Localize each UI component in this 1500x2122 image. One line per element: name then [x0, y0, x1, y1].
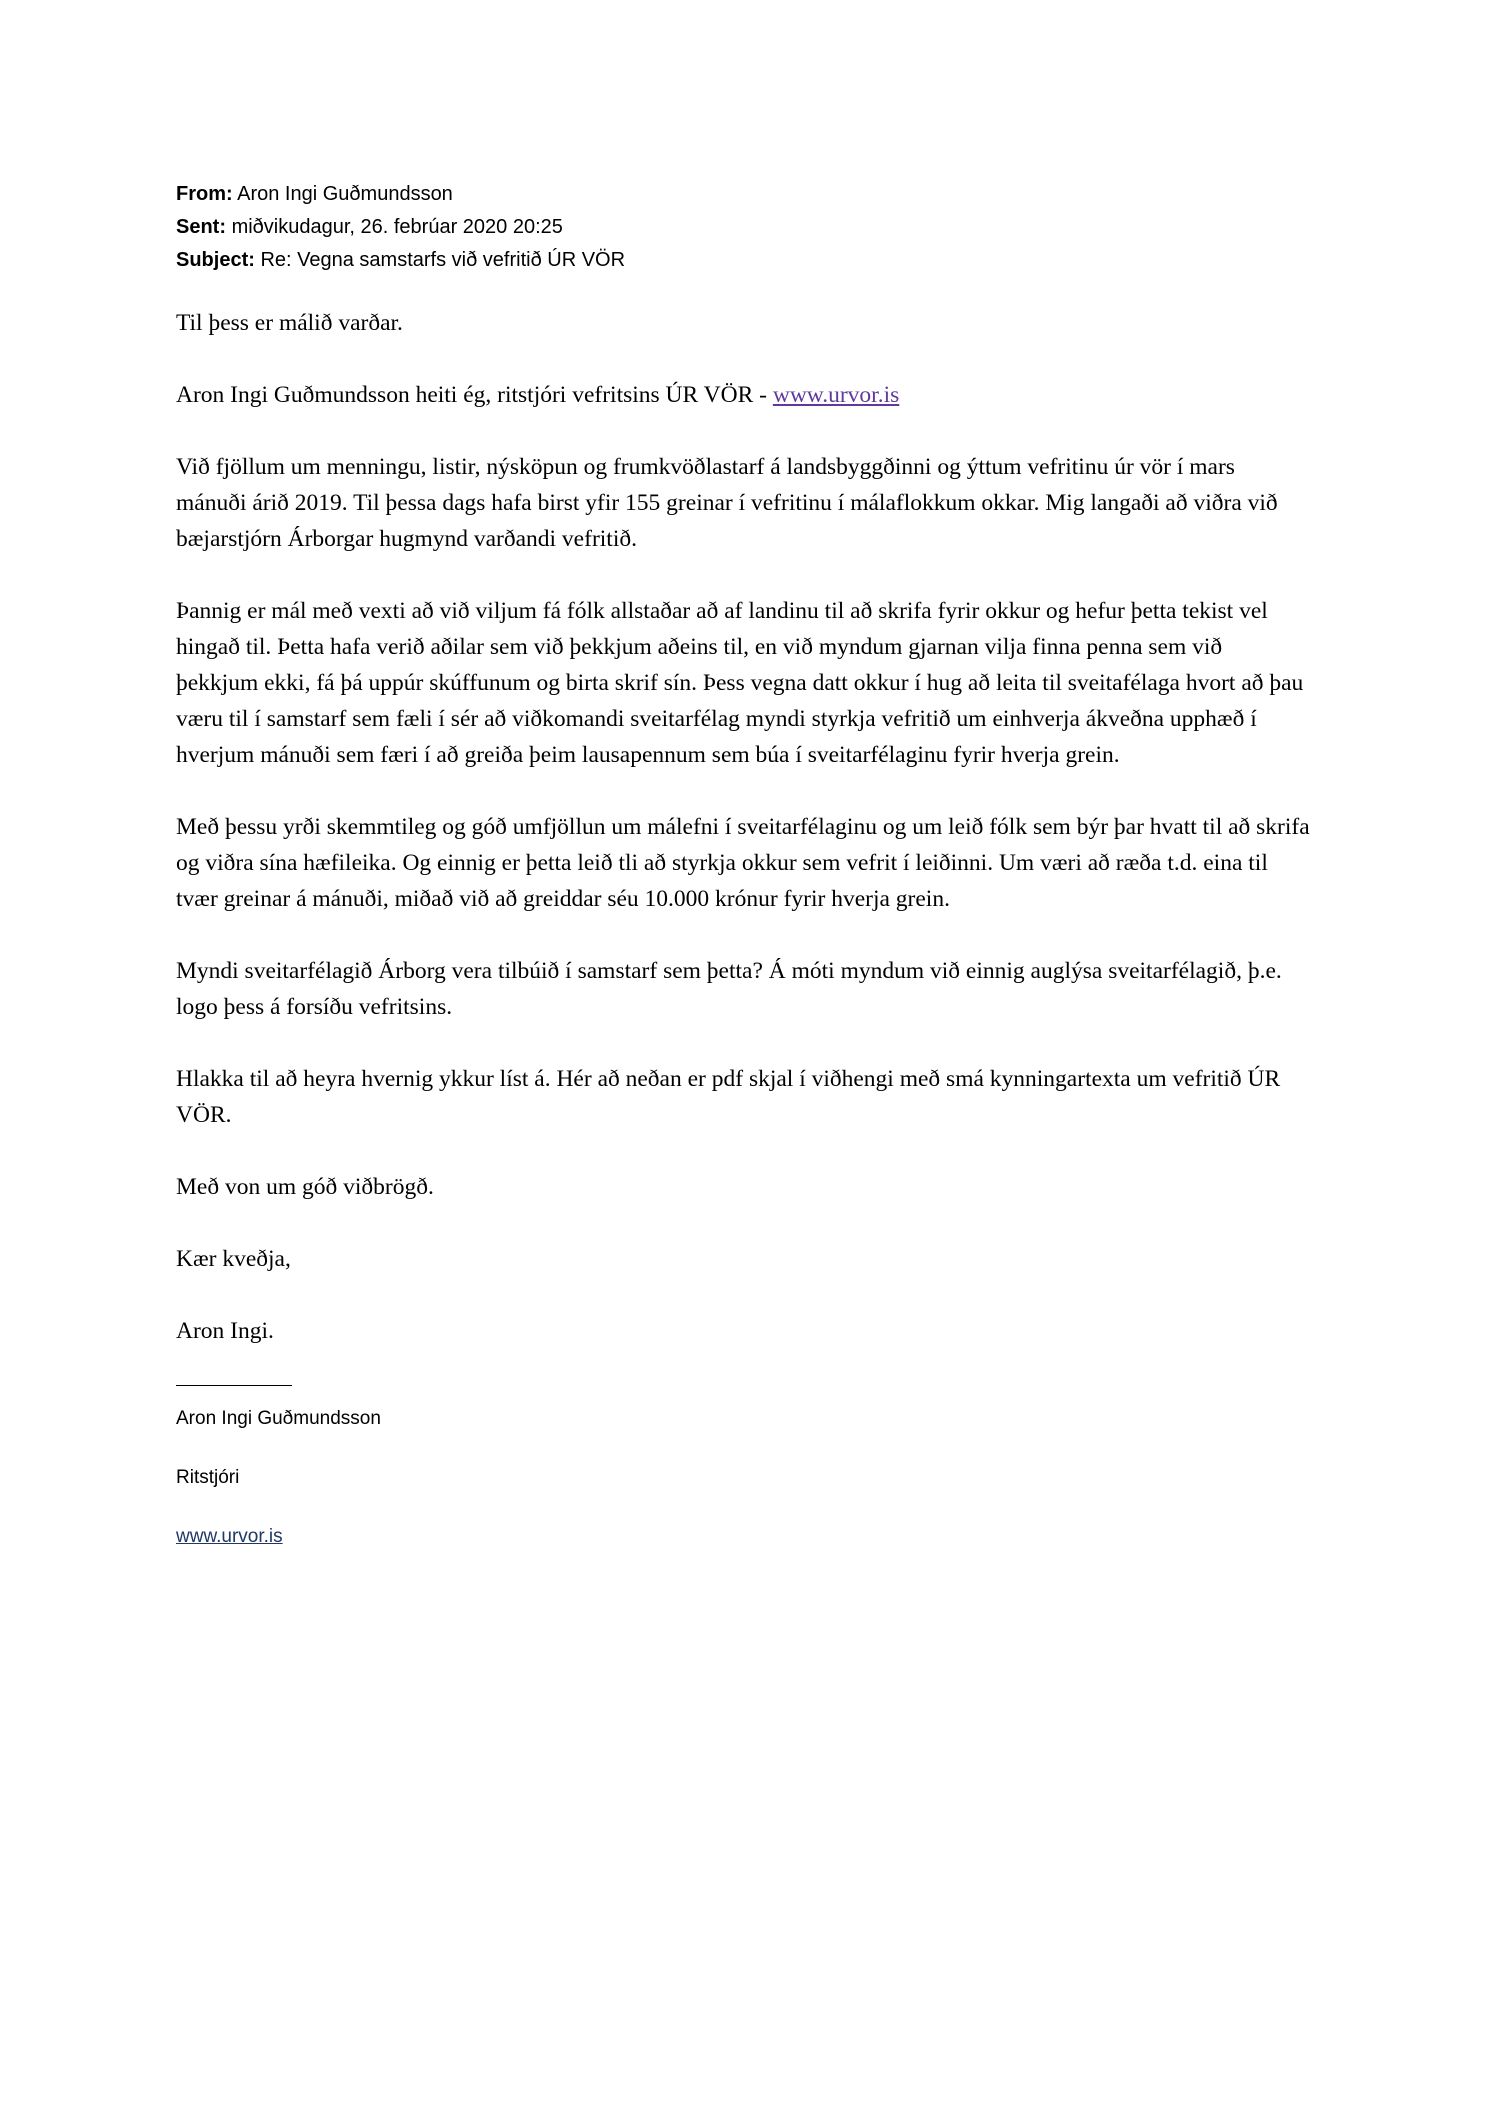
paragraph-benefits: Með þessu yrði skemmtileg og góð umfjöllun um málefni í sveitarfélaginu og um leið fólk sem býr þar hvatt til að skrifa og viðra sína hæfileika. Og einnig er þetta leið tli að styrkja okkur sem vefrit í leiðinni. Um væri að ræða t.d. eina til tvær greinar á mánuði, miðað við að greiddar séu 10.000 krónur fyrir hverja grein.	[176, 814, 1310, 912]
paragraph-intro	[176, 377, 1310, 413]
paragraph-proposal: Þannig er mál með vexti að við viljum fá fólk allstaðar að af landinu til að skrifa fyrir okkur og hefur þetta tekist vel hingað til. Þetta hafa verið aðilar sem við þekkjum aðeins til, en við myndum gjarnan vilja finna penna sem við þekkjum ekki, fá þá uppúr skúffunum og birta skrif sín. Þess vegna datt okkur í hug að leita til sveitafélaga hvort að þau væru til í samstarf sem fæli í sér að viðkomandi sveitarfélag myndi styrkja vefritið um einhverja ákveðna upphæð í hverjum mánuði sem færi í að greiða þeim lausapennum sem búa í sveitarfélaginu fyrir hverja grein.	[176, 598, 1304, 768]
signature-link-line	[176, 1526, 1310, 1548]
header-sent-line	[176, 211, 1310, 244]
from-value: Aron Ingi Guðmundsson	[237, 183, 453, 205]
signature-urvor-link[interactable]: www.urvor.is	[176, 1526, 283, 1547]
email-header	[176, 178, 1310, 277]
paragraph-name: Aron Ingi.	[176, 1318, 274, 1344]
sent-label: Sent:	[176, 216, 226, 238]
paragraph-question: Myndi sveitarfélagið Árborg vera tilbúið í samstarf sem þetta? Á móti myndum við einnig auglýsa sveitarfélagið, þ.e. logo þess á forsíðu vefritsins.	[176, 958, 1282, 1020]
header-subject-line	[176, 244, 1310, 277]
subject-label: Subject:	[176, 249, 255, 271]
subject-value: Re: Vegna samstarfs við vefritið ÚR VÖR	[260, 249, 626, 271]
header-from-line	[176, 178, 1310, 211]
email-signature	[176, 1385, 1310, 1548]
paragraph-attachment: Hlakka til að heyra hvernig ykkur líst á. Hér að neðan er pdf skjal í viðhengi með smá kynningartexta um vefritið ÚR VÖR.	[176, 1066, 1281, 1128]
paragraph-about: Við fjöllum um menningu, listir, nýsköpun og frumkvöðlastarf á landsbyggðinni og ýttum vefritinu úr vör í mars mánuði árið 2019. Til þessa dags hafa birst yfir 155 greinar í vefritinu í málaflokkum okkar. Mig langaði að viðra við bæjarstjórn Árborgar hugmynd varðandi vefritið.	[176, 454, 1278, 552]
paragraph-regards: Kær kveðja,	[176, 1246, 291, 1272]
from-label: From:	[176, 183, 233, 205]
urvor-link[interactable]: www.urvor.is	[772, 382, 900, 408]
signature-name: Aron Ingi Guðmundsson	[176, 1408, 381, 1429]
intro-text: Aron Ingi Guðmundsson heiti ég, ritstjóri vefritsins ÚR VÖR -	[176, 382, 773, 408]
paragraph-hope: Með von um góð viðbrögð.	[176, 1174, 434, 1200]
signature-divider	[176, 1385, 292, 1386]
paragraph-greeting: Til þess er málið varðar.	[176, 310, 403, 336]
signature-title: Ritstjóri	[176, 1467, 240, 1488]
email-body	[176, 305, 1310, 1349]
sent-value: miðvikudagur, 26. febrúar 2020 20:25	[231, 216, 563, 238]
